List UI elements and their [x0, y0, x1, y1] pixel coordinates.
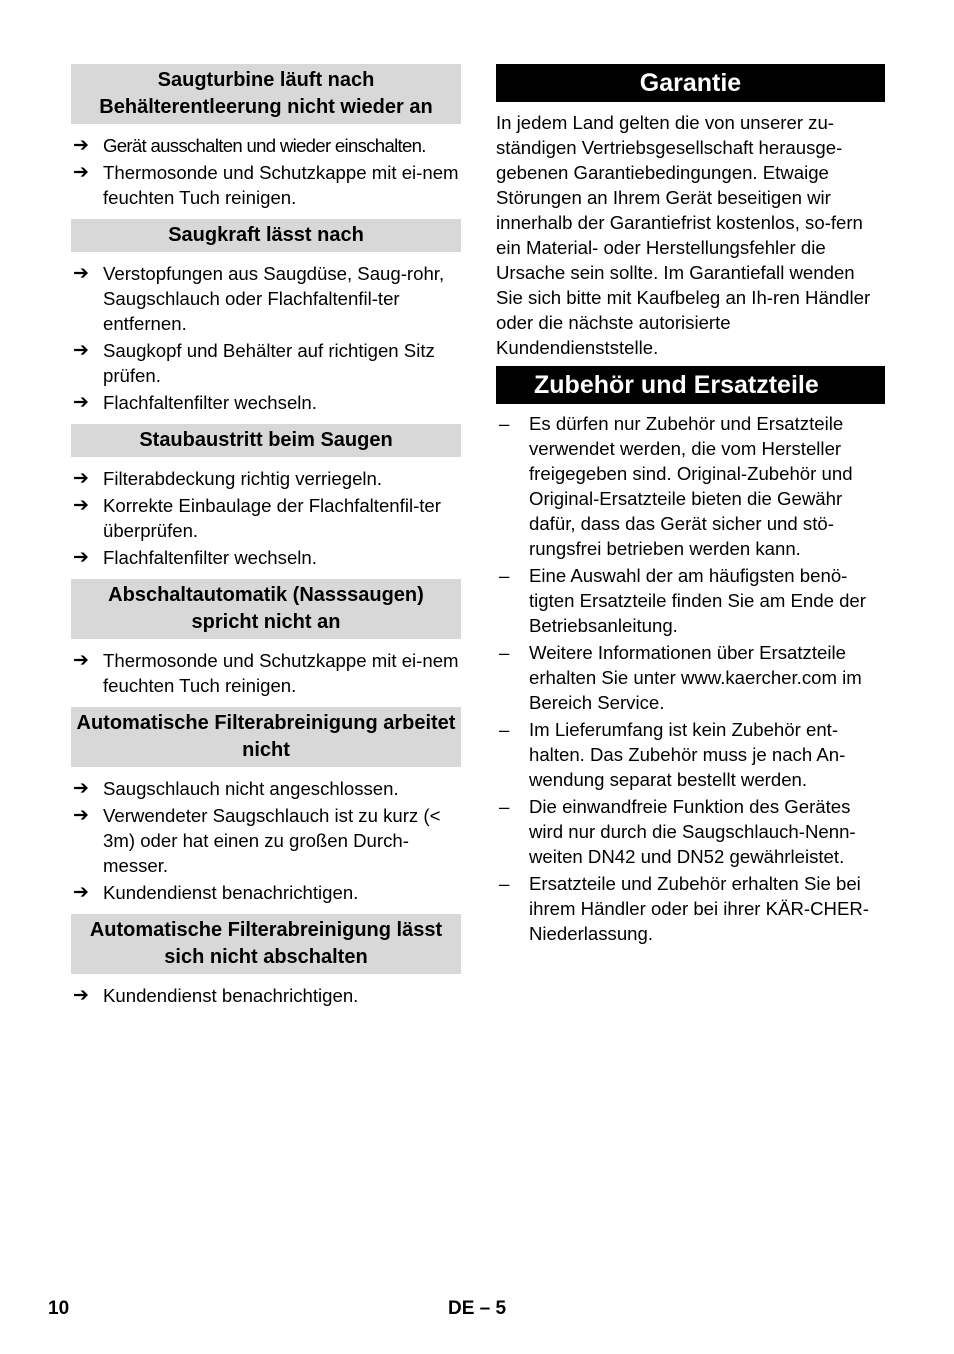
arrow-icon: ➔ — [73, 650, 89, 671]
section-heading: Automatische Filterabreinigung arbeitet nicht — [71, 707, 461, 767]
list-item — [71, 493, 461, 543]
list-item-text: Weitere Informationen über Ersatzteile erhalten Sie unter www.kaercher.com im Bereich Service. — [529, 642, 862, 713]
action-list — [71, 648, 461, 698]
list-item — [496, 717, 885, 792]
list-item — [71, 983, 461, 1008]
action-list — [71, 983, 461, 1008]
arrow-icon: ➔ — [73, 468, 89, 489]
section-heading: Saugturbine läuft nach Behälterentleerung nicht wieder an — [71, 64, 461, 124]
arrow-icon: ➔ — [73, 985, 89, 1006]
section-heading: Staubaustritt beim Saugen — [71, 424, 461, 457]
list-item-text: Eine Auswahl der am häufigsten benö-tigten Ersatzteile finden Sie am Ende der Betriebsanleitung. — [529, 565, 866, 636]
list-item-text: Saugschlauch nicht angeschlossen. — [103, 778, 399, 799]
section-label: DE – 5 — [448, 1298, 507, 1319]
zubehoer-heading: Zubehör und Ersatzteile — [496, 366, 885, 404]
list-item-text: Saugkopf und Behälter auf richtigen Sitz prüfen. — [103, 340, 435, 386]
arrow-icon: ➔ — [73, 882, 89, 903]
page-number: 10 — [48, 1298, 70, 1319]
section-heading: Automatische Filterabreinigung lässt sich nicht abschalten — [71, 914, 461, 974]
list-item — [496, 411, 885, 561]
list-item — [496, 640, 885, 715]
list-item-text: Ersatzteile und Zubehör erhalten Sie bei ihrem Händler oder bei ihrer KÄR-CHER-Niederlassung. — [529, 873, 869, 944]
list-item-text: Filterabdeckung richtig verriegeln. — [103, 468, 383, 489]
garantie-text: In jedem Land gelten die von unserer zu-ständigen Vertriebsgesellschaft herausge-gebenen Garantiebedingungen. Etwaige Störungen an Ihrem Gerät beseitigen wir innerhalb der Garantiefrist kostenlos, so-fern ein Material- oder Herstellungsfehler die Ursache sein sollte. Im Garantiefall wenden Sie sich bitte mit Kaufbeleg an Ih-ren Händler oder die nächste autorisierte Kundendienststelle. — [496, 112, 871, 358]
list-item-text: Flachfaltenfilter wechseln. — [103, 547, 317, 568]
arrow-icon: ➔ — [73, 495, 89, 516]
list-item — [71, 880, 461, 905]
list-item-text: Korrekte Einbaulage der Flachfaltenfil-ter überprüfen. — [103, 495, 441, 541]
arrow-icon: ➔ — [73, 135, 89, 156]
dash-bullet: – — [499, 873, 510, 894]
list-item — [71, 648, 461, 698]
list-item-text: Die einwandfreie Funktion des Gerätes wird nur durch die Saugschlauch-Nenn-weiten DN42 und DN52 gewährleistet. — [529, 796, 856, 867]
list-item-text: Im Lieferumfang ist kein Zubehör ent-halten. Das Zubehör muss je nach An-wendung separat bestellt werden. — [529, 719, 846, 790]
dash-bullet: – — [499, 413, 510, 434]
list-item — [496, 871, 885, 946]
list-item-text: Verwendeter Saugschlauch ist zu kurz (< 3m) oder hat einen zu großen Durch-messer. — [103, 805, 441, 876]
list-item-text: Flachfaltenfilter wechseln. — [103, 392, 317, 413]
left-column — [71, 64, 461, 1017]
list-item — [71, 261, 461, 336]
section-heading: Saugkraft lässt nach — [71, 219, 461, 252]
list-item — [496, 794, 885, 869]
list-item — [71, 338, 461, 388]
list-item — [71, 545, 461, 570]
list-item-text: Gerät ausschalten und wieder einschalten. — [103, 135, 426, 156]
dash-bullet: – — [499, 796, 510, 817]
action-list — [71, 133, 461, 210]
list-item — [71, 466, 461, 491]
action-list — [71, 261, 461, 415]
action-list — [71, 466, 461, 570]
garantie-heading: Garantie — [496, 64, 885, 102]
list-item-text: Verstopfungen aus Saugdüse, Saug-rohr, Saugschlauch oder Flachfaltenfil-ter entfernen. — [103, 263, 445, 334]
list-item — [71, 803, 461, 878]
list-item — [71, 160, 461, 210]
right-column — [496, 64, 885, 948]
list-item — [71, 390, 461, 415]
list-item-text: Es dürfen nur Zubehör und Ersatzteile verwendet werden, die vom Hersteller freigegeben sind. Original-Zubehör und Original-Ersatzteile bieten die Gewähr dafür, dass das Gerät sicher und stö-rungsfrei betrieben werden kann. — [529, 413, 853, 559]
list-item-text: Kundendienst benachrichtigen. — [103, 985, 359, 1006]
list-item-text: Thermosonde und Schutzkappe mit ei-nem feuchten Tuch reinigen. — [103, 162, 459, 208]
list-item — [496, 563, 885, 638]
arrow-icon: ➔ — [73, 778, 89, 799]
section-heading: Abschaltautomatik (Nasssaugen) spricht nicht an — [71, 579, 461, 639]
zubehoer-list — [496, 411, 885, 946]
arrow-icon: ➔ — [73, 263, 89, 284]
list-item — [71, 776, 461, 801]
list-item — [71, 133, 461, 158]
list-item-text: Kundendienst benachrichtigen. — [103, 882, 359, 903]
list-item-text: Thermosonde und Schutzkappe mit ei-nem feuchten Tuch reinigen. — [103, 650, 459, 696]
arrow-icon: ➔ — [73, 162, 89, 183]
arrow-icon: ➔ — [73, 547, 89, 568]
action-list — [71, 776, 461, 905]
dash-bullet: – — [499, 642, 510, 663]
arrow-icon: ➔ — [73, 805, 89, 826]
arrow-icon: ➔ — [73, 340, 89, 361]
dash-bullet: – — [499, 565, 510, 586]
arrow-icon: ➔ — [73, 392, 89, 413]
dash-bullet: – — [499, 719, 510, 740]
